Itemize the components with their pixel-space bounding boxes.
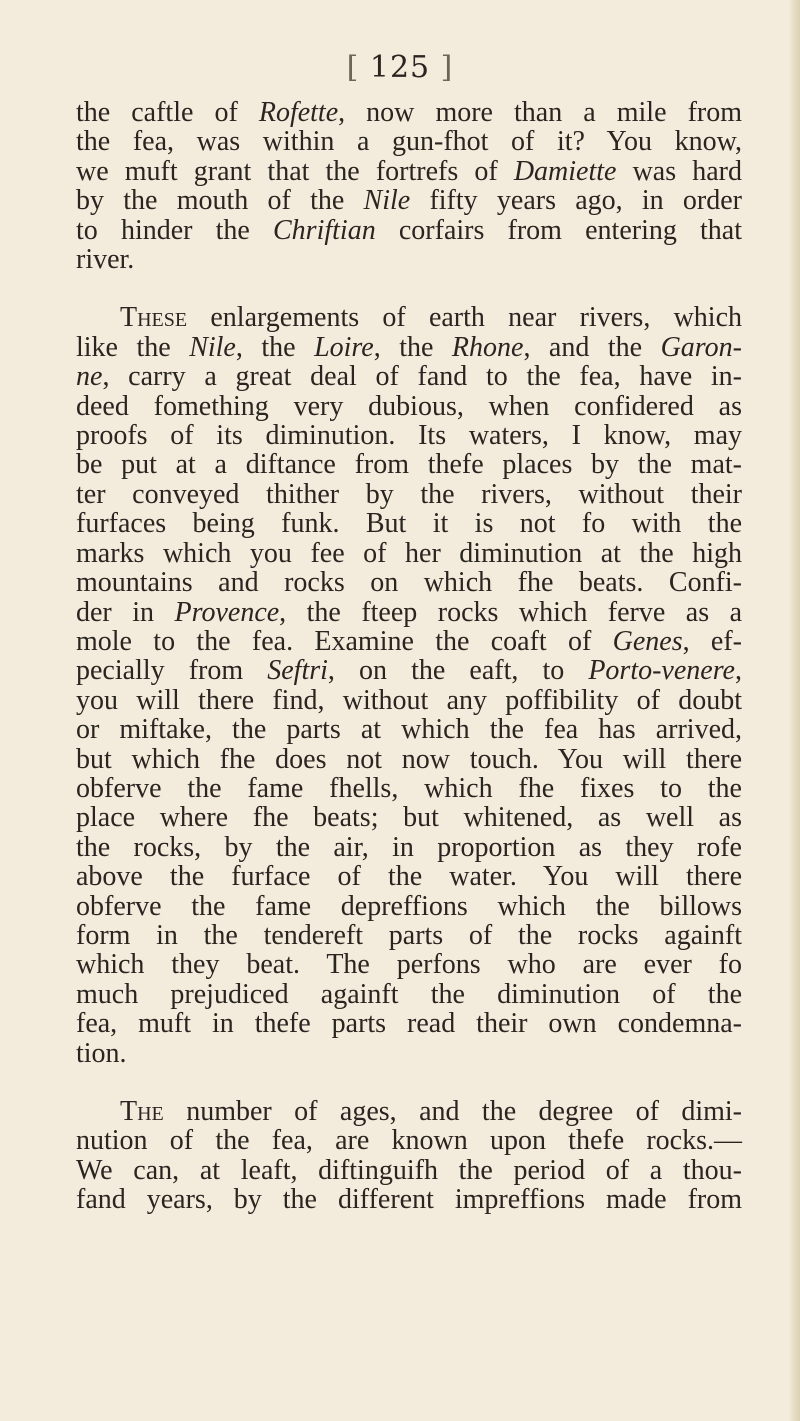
text-line	[76, 186, 742, 215]
text-line	[76, 362, 742, 391]
text-run: , and the	[523, 331, 661, 363]
text-run: by the mouth of the	[76, 185, 364, 217]
text-line	[76, 1097, 742, 1126]
text-line	[76, 392, 742, 421]
text-line	[76, 509, 742, 538]
text-run: tion.	[76, 1037, 127, 1069]
text-line	[76, 980, 742, 1009]
text-run: much prejudiced againft the diminution of the	[76, 978, 742, 1010]
text-run: Provence	[174, 596, 280, 628]
text-run: mole to the fea. Examine the coaft of	[76, 625, 613, 657]
text-line	[76, 421, 742, 450]
text-run: or miftake, the parts at which the fea has arrived,	[76, 714, 742, 746]
text-line	[76, 480, 742, 509]
text-run: above the furface of the water. You will there	[76, 861, 742, 893]
text-line	[76, 598, 742, 627]
text-line	[76, 833, 742, 862]
text-line	[76, 1156, 742, 1185]
text-run: , the	[235, 331, 315, 363]
text-run: marks which you fee of her diminution at the high	[76, 537, 742, 569]
text-line	[76, 892, 742, 921]
text-run: obferve the fame depreffions which the billows	[76, 890, 742, 922]
text-line	[76, 774, 742, 803]
text-line	[76, 1126, 742, 1155]
text-run: Rofette	[258, 97, 339, 128]
text-run: proofs of its diminution. Its waters, I know, may	[76, 420, 742, 452]
text-line	[76, 568, 742, 597]
text-line	[76, 157, 742, 186]
text-run: corfairs from entering that	[375, 214, 742, 246]
text-run: , now more than a mile from	[338, 97, 742, 128]
text-line	[76, 950, 742, 979]
text-line	[76, 656, 742, 685]
text-run: fea, muft in thefe parts read their own condemna-	[76, 1008, 742, 1040]
text-run: , the fteep rocks which ferve as a	[279, 596, 743, 628]
text-run: der in	[76, 596, 175, 628]
text-run: fifty years ago, in order	[410, 185, 742, 217]
text-line	[76, 539, 742, 568]
text-line	[76, 333, 742, 362]
text-run: The	[120, 1096, 164, 1127]
text-line	[76, 98, 742, 127]
text-run: mountains and rocks on which fhe beats. Confi-	[76, 567, 742, 599]
text-run: place where fhe beats; but whitened, as well as	[76, 802, 742, 834]
text-run: which they beat. The perfons who are ever fo	[76, 949, 742, 981]
text-line	[76, 1185, 742, 1214]
body-text	[76, 98, 742, 1215]
text-run: , the	[373, 331, 452, 363]
page-edge	[790, 0, 800, 1421]
text-run: we muft grant that the fortrefs of	[76, 155, 514, 187]
text-run: nution of the fea, are known upon thefe rocks.—	[76, 1125, 742, 1157]
text-run: Porto-venere	[588, 655, 735, 687]
text-run: These	[120, 302, 188, 334]
text-line	[76, 803, 742, 832]
text-run: We can, at leaft, diftinguifh the period of a thou-	[76, 1154, 742, 1186]
text-run: pecially from	[76, 655, 268, 687]
text-line	[76, 216, 742, 245]
page-number: 125	[369, 50, 431, 85]
text-run: ,	[734, 655, 742, 687]
text-line	[76, 862, 742, 891]
paragraph	[76, 303, 742, 1068]
text-line	[76, 1039, 742, 1068]
text-run: deed fomething very dubious, when confidered as	[76, 390, 742, 422]
text-run: , on the eaft, to	[327, 655, 589, 687]
text-line	[76, 1009, 742, 1038]
text-run: but which fhe does not now touch. You will there	[76, 743, 742, 775]
text-run: was hard	[616, 155, 743, 187]
close-bracket: ]	[440, 50, 454, 85]
text-run: Rhone	[451, 331, 524, 363]
text-run: to hinder the	[76, 214, 273, 246]
paragraph	[76, 1097, 742, 1215]
text-run: number of ages, and the degree of dimi-	[163, 1096, 742, 1127]
text-run: ne	[76, 361, 103, 393]
text-run: Nile	[363, 185, 411, 217]
text-run: Loire	[314, 331, 374, 363]
page-header	[0, 50, 800, 85]
text-line	[76, 715, 742, 744]
text-run: , ef-	[682, 625, 742, 657]
text-run: Genes	[612, 625, 683, 657]
text-run: enlargements of earth near rivers, which	[187, 302, 742, 334]
text-run: , carry a great deal of fand to the fea, have in-	[102, 361, 742, 393]
text-run: Garon-	[660, 331, 742, 363]
text-line	[76, 745, 742, 774]
text-run: Nile	[189, 331, 236, 363]
text-line	[76, 303, 742, 332]
paragraph	[76, 98, 742, 274]
text-line	[76, 627, 742, 656]
text-run: river.	[76, 244, 135, 276]
text-run: be put at a diftance from thefe places by the mat-	[76, 449, 742, 481]
text-run: furfaces being funk. But it is not fo with the	[76, 508, 742, 540]
text-run: the rocks, by the air, in proportion as they rofe	[76, 831, 742, 863]
open-bracket: [	[346, 50, 360, 85]
text-run: Damiette	[513, 155, 617, 187]
text-run: ter conveyed thither by the rivers, without their	[76, 478, 742, 510]
text-run: fand years, by the different impreffions made from	[76, 1184, 742, 1216]
text-run: you will there find, without any poffibility of doubt	[76, 684, 742, 716]
text-line	[76, 245, 742, 274]
text-run: like the	[76, 331, 190, 363]
text-run: obferve the fame fhells, which fhe fixes to the	[76, 772, 742, 804]
text-line	[76, 127, 742, 156]
text-run: Chriftian	[273, 214, 376, 246]
text-run: the fea, was within a gun-fhot of it? You know,	[76, 126, 742, 158]
text-line	[76, 686, 742, 715]
text-line	[76, 921, 742, 950]
text-run: Seftri	[267, 655, 328, 687]
text-line	[76, 450, 742, 479]
text-run: the caftle of	[76, 97, 259, 128]
text-run: form in the tendereft parts of the rocks againft	[76, 919, 742, 951]
